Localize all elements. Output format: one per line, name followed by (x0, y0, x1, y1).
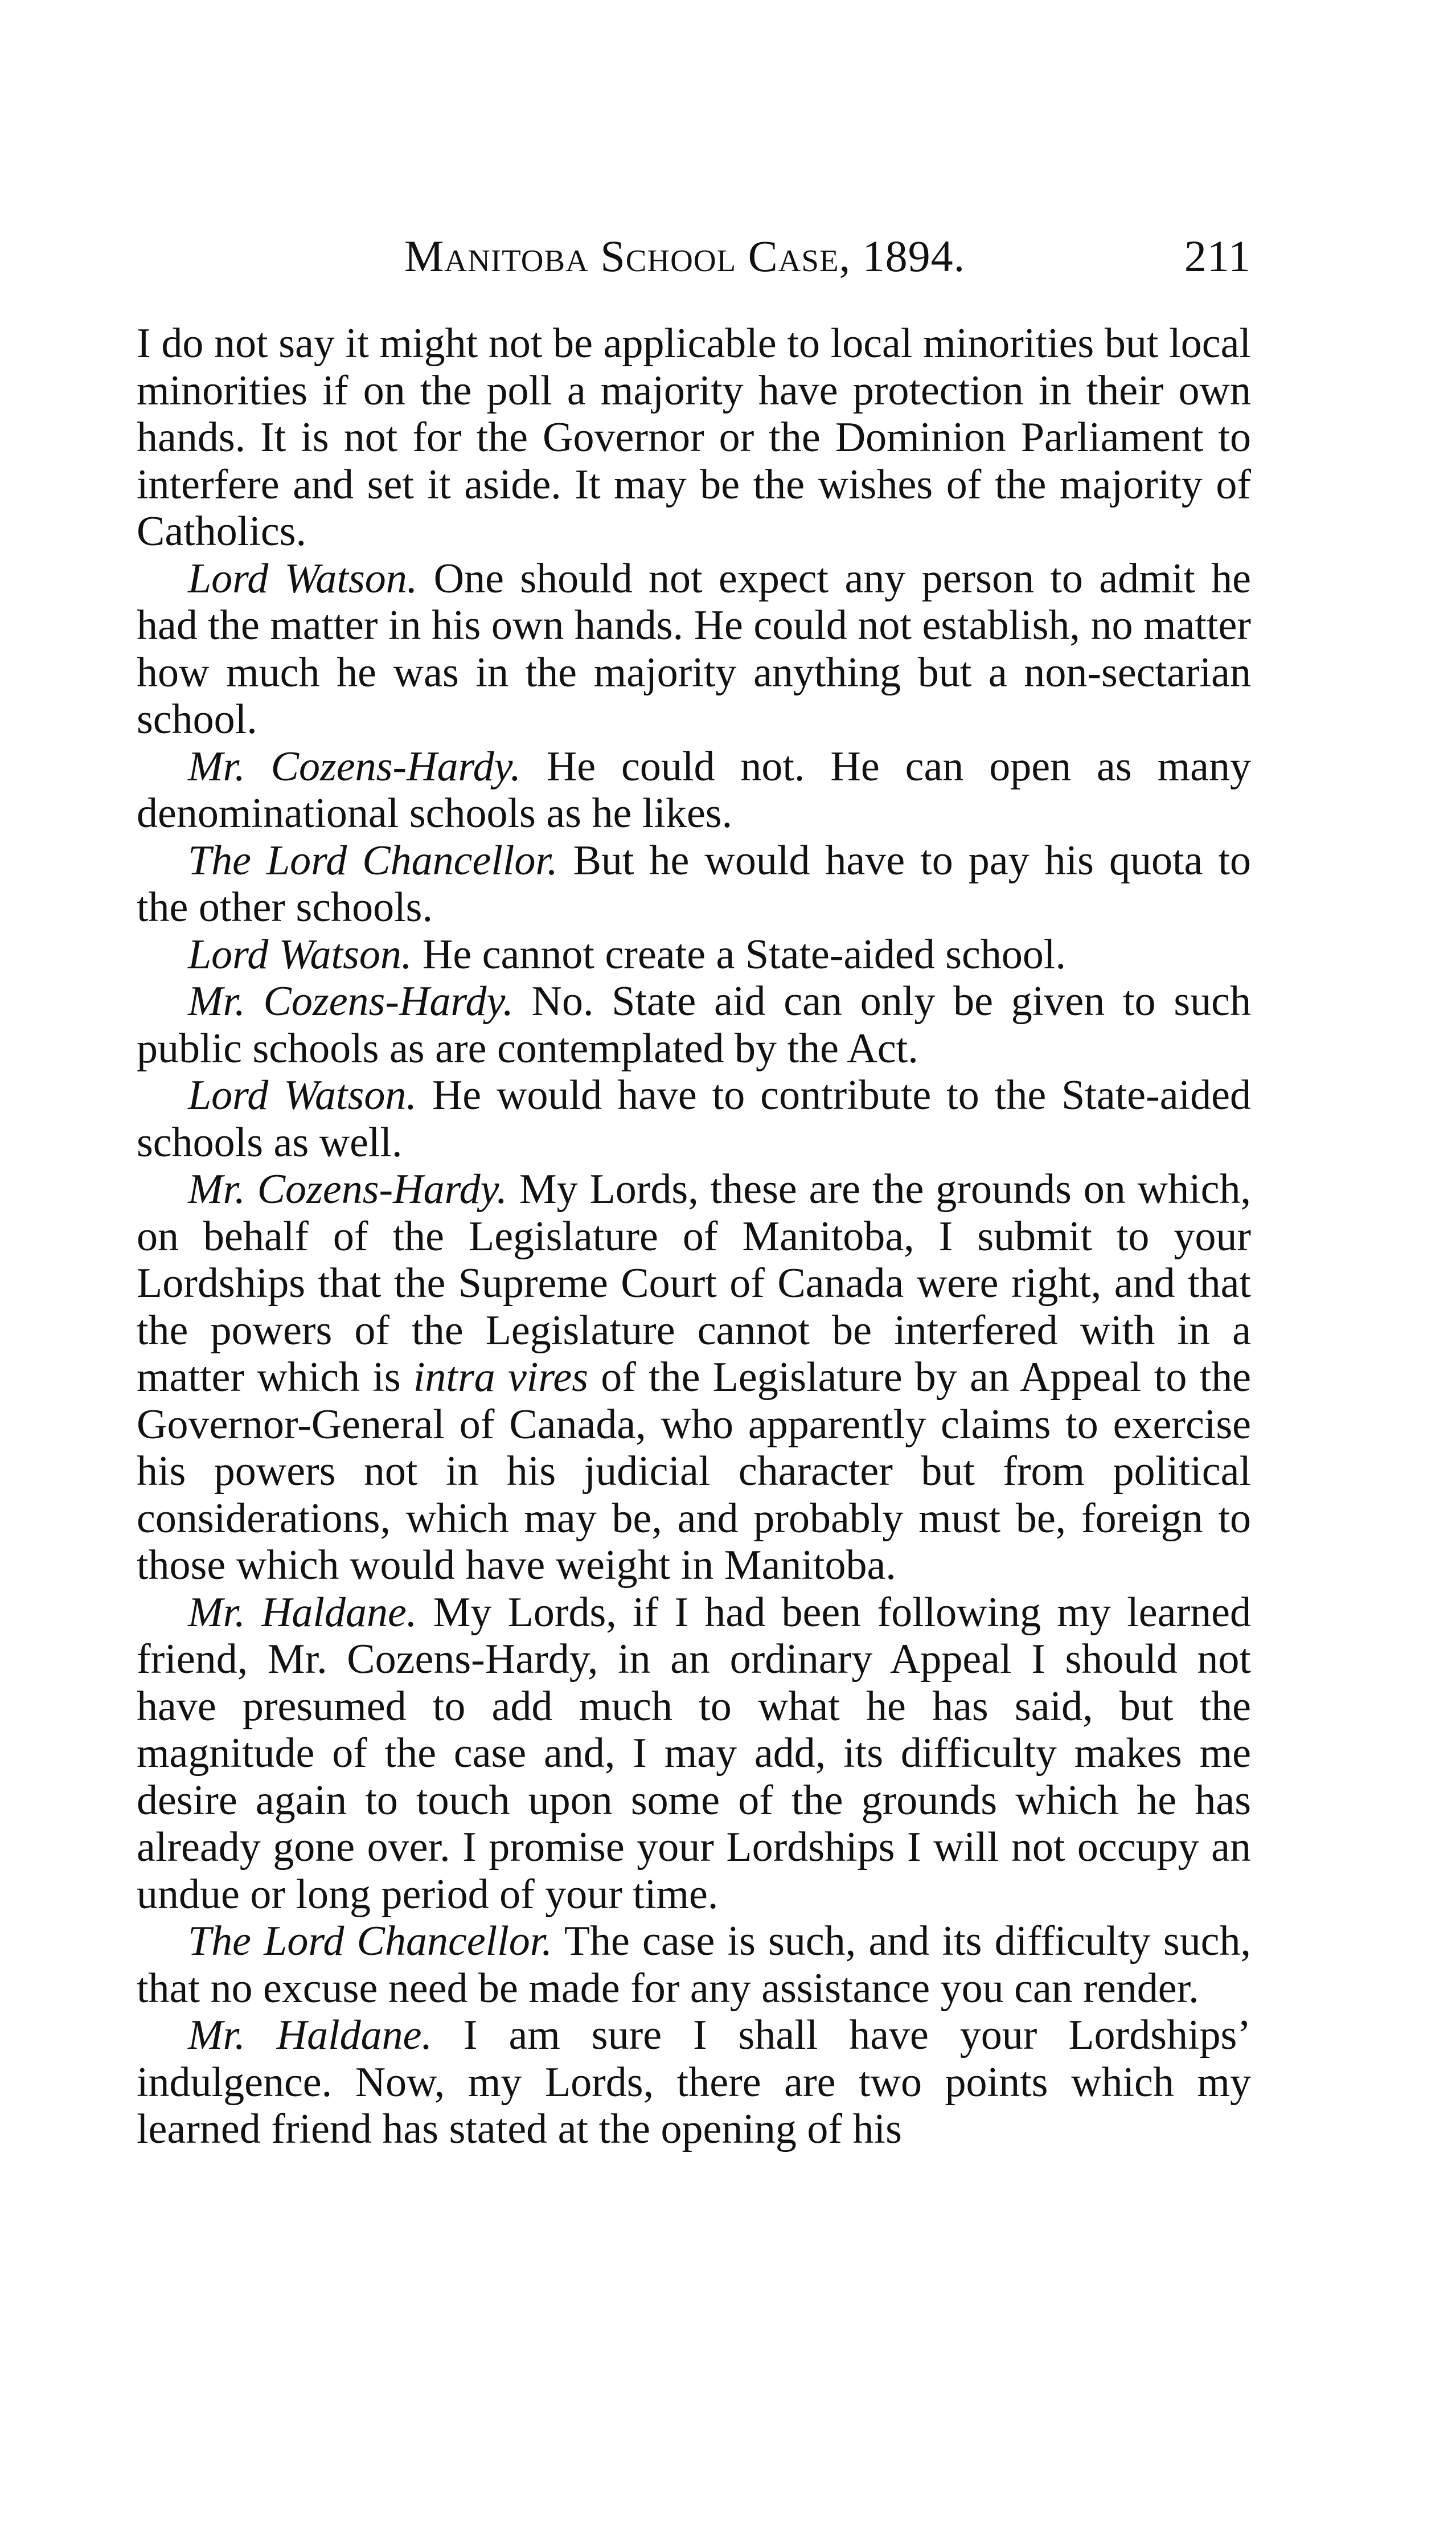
speaker-name: Mr. Haldane. (188, 2012, 432, 2059)
paragraph-lord-watson-1 (137, 555, 1251, 743)
paragraph-text: The case is such, and its difficulty such, that no excuse need be made for any assistance you can render. (137, 1918, 1252, 2012)
paragraph-text: My Lords, these are the grounds on which, on behalf of the Legislature of Manitoba, I submit to your Lordships that the Supreme Court of Canada were right, and that the powers of the Legislature cannot be interfered with in a matter which is (137, 1166, 1251, 1401)
running-head (137, 231, 1251, 282)
paragraph-text: But he would have to pay his quota to the other schools. (137, 837, 1251, 931)
paragraph-lord-chancellor-2 (137, 1918, 1251, 2012)
paragraph-lord-watson-2 (137, 931, 1251, 979)
speaker-name: Mr. Haldane. (188, 1589, 417, 1636)
paragraph-continuation (137, 320, 1251, 555)
speaker-name: Mr. Cozens-Hardy. (188, 743, 521, 790)
speaker-name: The Lord Chancellor. (188, 1918, 552, 1965)
paragraph-cozens-hardy-3 (137, 1166, 1251, 1589)
speaker-name: Mr. Cozens-Hardy. (188, 1166, 507, 1213)
paragraph-text: One should not expect any person to admit he had the matter in his own hands. He could not establish, no matter how much he was in the majority anything but a non-sectarian school. (137, 555, 1251, 743)
paragraph-text: He would have to contribute to the State-aided schools as well. (137, 1072, 1251, 1166)
paragraph-text: of the Legislature by an Appeal to the Governor-General of Canada, who apparently claims to exercise his powers not in his judicial character but from political considerations, which may be, and probably must be, foreign to those which would have weight in Manitoba. (137, 1354, 1251, 1589)
latin-phrase: intra vires (413, 1354, 589, 1401)
paragraph-lord-chancellor-1 (137, 837, 1251, 931)
paragraph-text: He cannot create a State-aided school. (412, 931, 1066, 978)
paragraph-haldane-2 (137, 2012, 1251, 2153)
paragraph-text: He could not. He can open as many denominational schools as he likes. (137, 743, 1251, 837)
paragraph-text: I do not say it might not be applicable to local minorities but local minorities if on the poll a majority have protection in their own hands. It is not for the Governor or the Dominion Parliament to interfere and set it aside. It may be the wishes of the majority of Catholics. (137, 320, 1251, 555)
paragraph-cozens-hardy-1 (137, 743, 1251, 837)
paragraph-lord-watson-3 (137, 1072, 1251, 1166)
speaker-name: Mr. Cozens-Hardy. (188, 978, 514, 1025)
paragraph-cozens-hardy-2 (137, 978, 1251, 1072)
page-number: 211 (1184, 231, 1251, 281)
speaker-name: Lord Watson. (188, 1072, 417, 1119)
paragraph-haldane-1 (137, 1589, 1251, 1918)
paragraph-text: I am sure I shall have your Lordships’ indulgence. Now, my Lords, there are two points which my learned friend has stated at the opening of his (137, 2012, 1251, 2152)
paragraph-text: My Lords, if I had been following my learned friend, Mr. Cozens-Hardy, in an ordinary Appeal I should not have presumed to add much to what he has said, but the magnitude of the case and, I may add, its difficulty makes me desire again to touch upon some of the grounds which he has already gone over. I promise your Lordships I will not occupy an undue or long period of your time. (137, 1589, 1251, 1918)
paragraph-text: No. State aid can only be given to such public schools as are contemplated by the Act. (137, 978, 1252, 1072)
speaker-name: The Lord Chancellor. (188, 837, 558, 884)
body-text (137, 320, 1251, 2153)
speaker-name: Lord Watson. (188, 555, 418, 602)
speaker-name: Lord Watson. (188, 931, 412, 978)
running-title: Manitoba School Case, 1894. (404, 231, 966, 281)
